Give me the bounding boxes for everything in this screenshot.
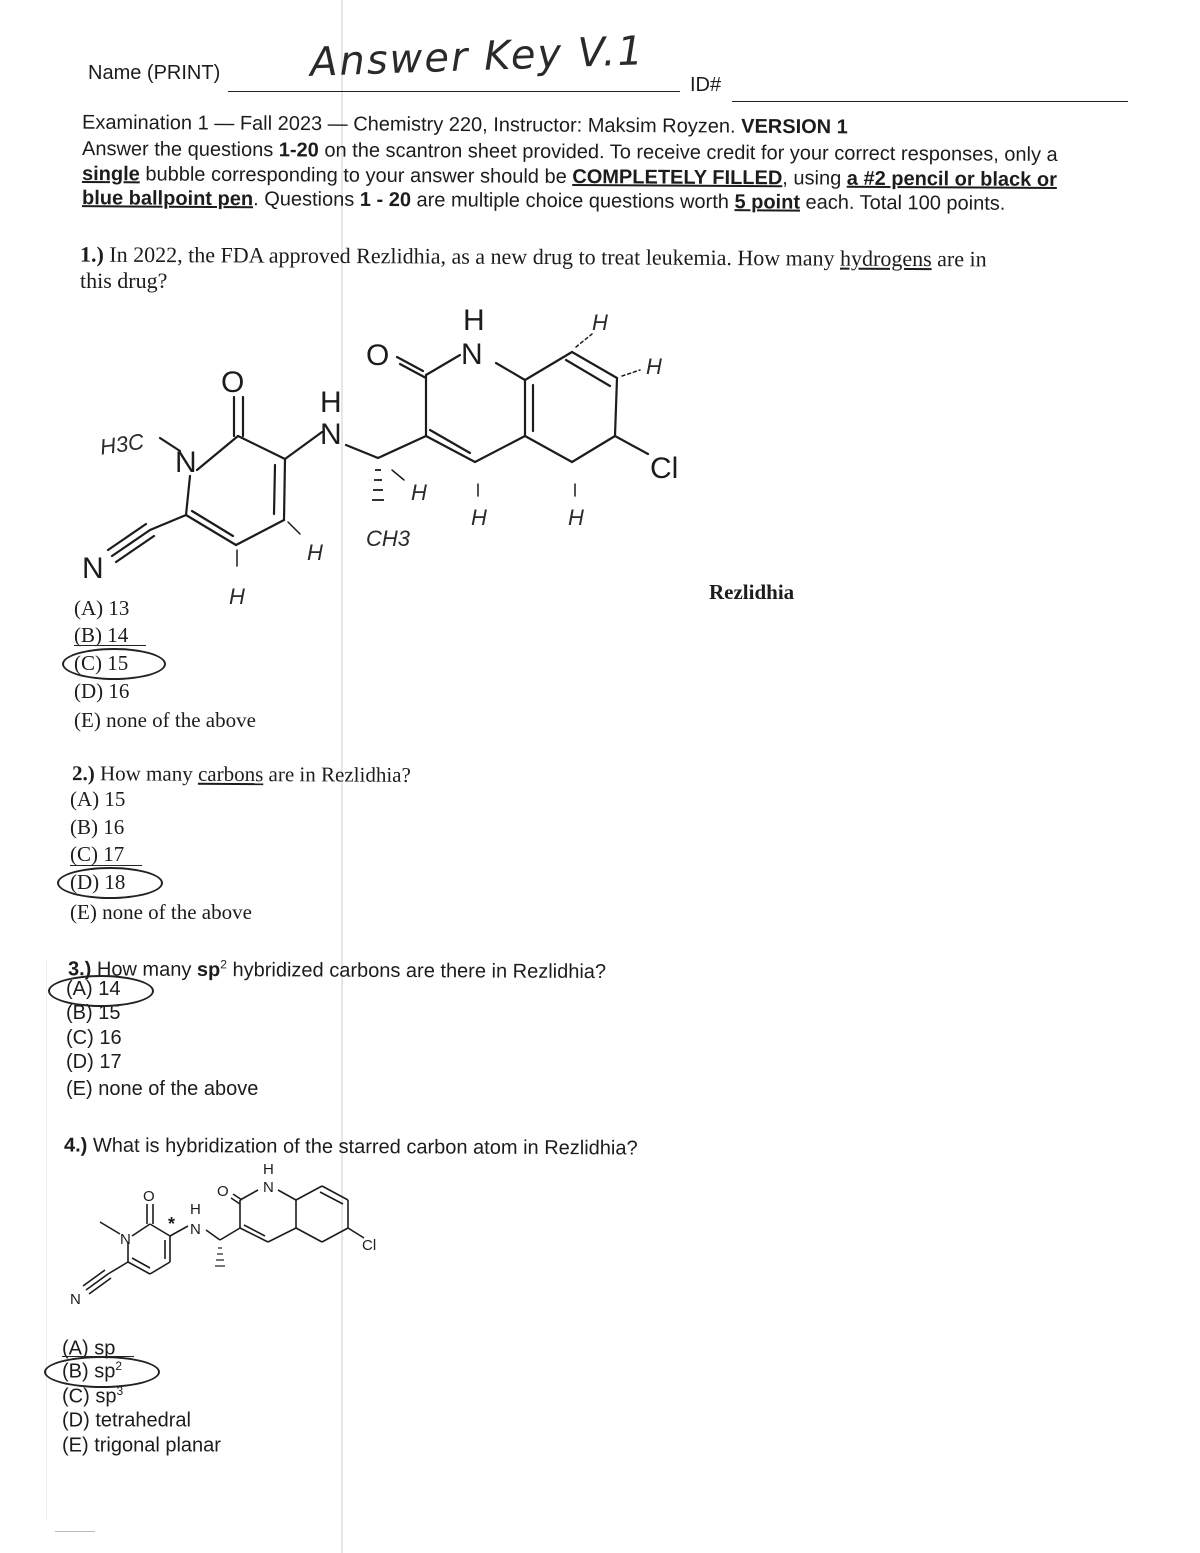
name-underline — [228, 91, 680, 92]
q4-answer-circle — [44, 1356, 160, 1388]
scan-bottom-mark — [55, 1531, 95, 1532]
small-amine-h: H — [190, 1201, 201, 1218]
small-amine-n: N — [190, 1221, 201, 1238]
q3-answer-circle — [48, 975, 154, 1007]
q2-option-c[interactable]: (C) 17 — [70, 842, 125, 866]
ring-nitrogen-label: N — [175, 446, 197, 479]
nitrile-nitrogen-label: N — [82, 552, 104, 585]
methyl-handwritten: H3C — [98, 428, 146, 460]
h-handwritten-5: H — [568, 505, 584, 530]
q2-option-b[interactable]: (B) 16 — [70, 815, 125, 839]
id-underline — [732, 101, 1128, 102]
h-handwritten-2: H — [307, 540, 323, 565]
h-handwritten-3: H — [411, 480, 427, 505]
q2-option-e[interactable]: (E) none of the above — [70, 900, 252, 924]
small-star: * — [168, 1214, 176, 1234]
q3-option-c[interactable]: (C) 16 — [66, 1027, 122, 1049]
id-label: ID# — [690, 74, 722, 96]
q2-option-d[interactable]: (D) 18 — [70, 870, 126, 894]
q3-option-a[interactable]: (A) 14 — [66, 978, 121, 1000]
small-lactam-n: N — [263, 1179, 274, 1196]
q4-option-d[interactable]: (D) tetrahedral — [62, 1409, 191, 1432]
instructions-line-4: blue ballpoint pen. Questions 1 - 20 are multiple choice questions worth 5 point each. Total 100 points. — [81, 187, 1006, 215]
q1-option-e[interactable]: (E) none of the above — [74, 708, 256, 732]
instructions-line-3: single bubble corresponding to your answer should be COMPLETELY FILLED, using a #2 pencil or black or — [81, 163, 1057, 191]
q2-answer-circle — [57, 867, 163, 899]
rezlidhia-structure-large — [0, 290, 760, 620]
ch3-handwritten: CH3 — [366, 526, 411, 551]
small-carbonyl-o: O — [217, 1183, 229, 1200]
h-handwritten-4: H — [471, 505, 487, 530]
q4-option-a[interactable]: (A) sp — [62, 1337, 116, 1360]
q4-option-e[interactable]: (E) trigonal planar — [62, 1434, 221, 1457]
q1-strike-b — [74, 645, 146, 646]
amine-h-label: H — [320, 386, 342, 419]
exam-title-line: Examination 1 — Fall 2023 — Chemistry 220, Instructor: Maksim Royzen. VERSION 1 — [81, 111, 848, 139]
h-handwritten-6: H — [592, 310, 608, 335]
q2-text: 2.) How many carbons are in Rezlidhia? — [71, 761, 411, 787]
q1-text-line-1: 1.) In 2022, the FDA approved Rezlidhia, as a new drug to treat leukemia. How many hydrogens are in — [79, 241, 987, 272]
chlorine-label: Cl — [650, 452, 679, 485]
q3-option-b[interactable]: (B) 15 — [66, 1002, 121, 1024]
q3-option-e[interactable]: (E) none of the above — [66, 1078, 259, 1100]
carbonyl-oxygen-label: O — [366, 339, 390, 372]
rezlidhia-structure-small — [0, 1160, 420, 1310]
q1-option-b[interactable]: (B) 14 — [74, 623, 129, 647]
q4-option-b[interactable]: (B) $sp^2$ — [62, 1359, 123, 1383]
small-o-ring: O — [143, 1188, 155, 1205]
q1-option-d[interactable]: (D) 16 — [74, 679, 130, 703]
name-label: Name (PRINT) — [88, 62, 221, 84]
q1-text-line-2: this drug? — [80, 268, 168, 293]
q3-option-d[interactable]: (D) 17 — [66, 1051, 122, 1073]
q4-text: 4.) What is hybridization of the starred carbon atom in Rezlidhia? — [63, 1134, 638, 1160]
q3-text: 3.) How many $sp^2$ hybridized carbons are there in Rezlidhia? — [67, 957, 607, 984]
q4-option-c[interactable]: (C) $sp^3$ — [62, 1384, 124, 1408]
h-handwritten-1: H — [229, 584, 245, 609]
q1-option-c[interactable]: (C) 15 — [74, 651, 129, 675]
small-nitrile-n: N — [70, 1291, 81, 1308]
name-handwritten: Answer Key V.1 — [309, 28, 646, 86]
q2-strike-c — [70, 865, 142, 866]
lactam-h-label: H — [463, 304, 485, 337]
h-handwritten-7: H — [646, 354, 662, 379]
q1-option-a[interactable]: (A) 13 — [74, 596, 130, 620]
small-lactam-h: H — [263, 1161, 274, 1178]
q2-option-a[interactable]: (A) 15 — [70, 787, 126, 811]
drug-name-label: Rezlidhia — [709, 580, 795, 604]
instructions-line-2: Answer the questions 1-20 on the scantron sheet provided. To receive credit for your correct responses, only a — [81, 138, 1058, 166]
lactam-n-label: N — [461, 338, 483, 371]
ring-oxygen-label: O — [221, 366, 245, 399]
amine-n-label: N — [320, 418, 342, 451]
small-n-ring: N — [120, 1231, 131, 1248]
q1-answer-circle — [62, 648, 166, 680]
small-chlorine: Cl — [362, 1237, 377, 1254]
